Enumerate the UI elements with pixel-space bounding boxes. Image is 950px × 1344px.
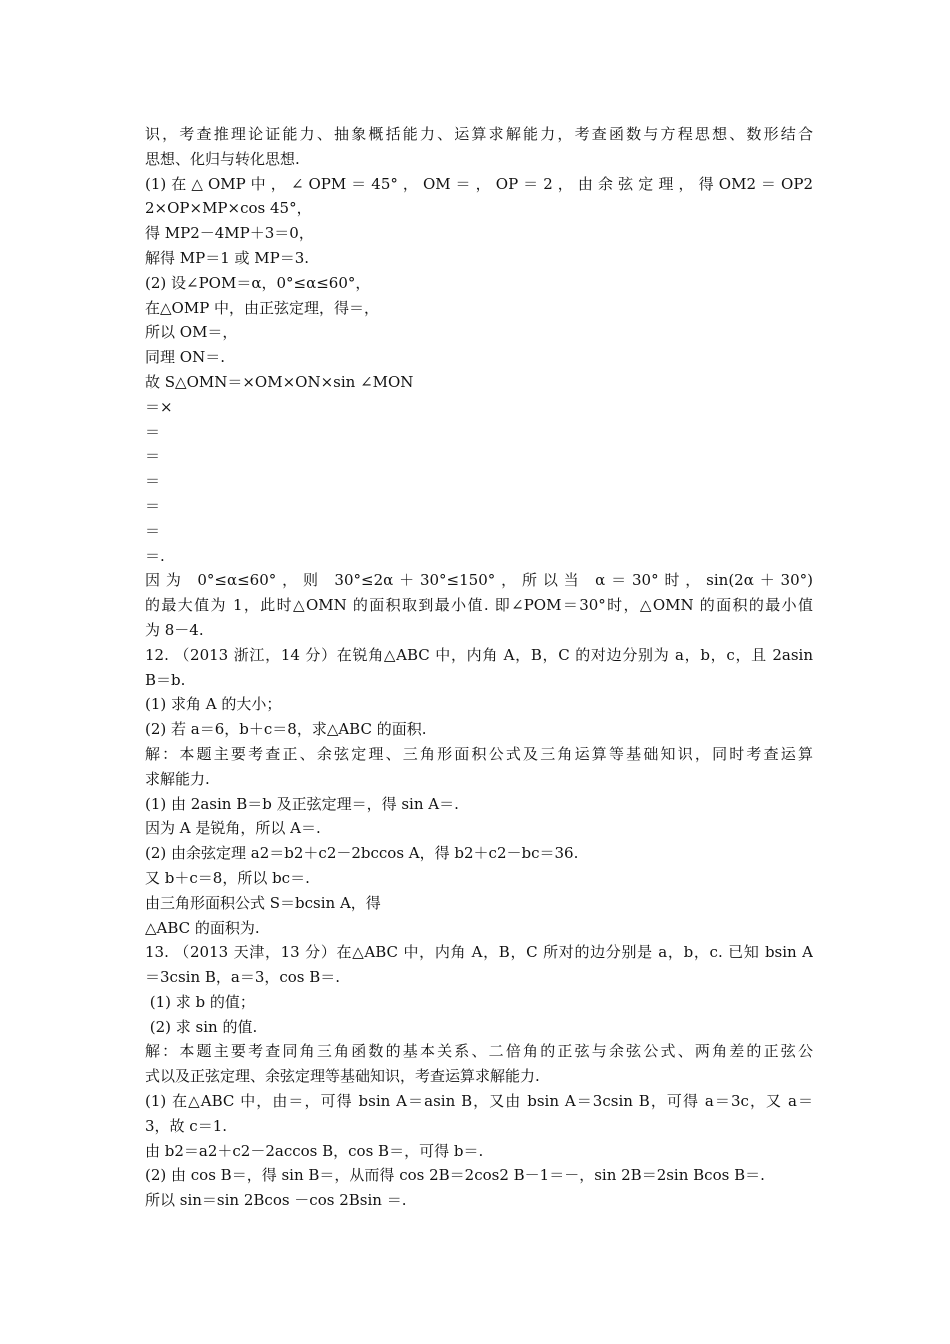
text-line: 解得 MP＝1 或 MP＝3. — [145, 248, 310, 267]
text-line: 2×OP×MP×cos 45°， — [145, 199, 312, 218]
text-line: 为 8－4. — [145, 620, 204, 639]
text-line: (2) 由 cos B＝，得 sin B＝，从而得 cos 2B＝2cos2 B－1＝－，sin 2B＝2sin Bcos B＝. — [145, 1166, 765, 1185]
text-line: (2) 求 sin 的值. — [145, 1017, 258, 1036]
text-line: 解：本题主要考查同角三角函数的基本关系、二倍角的正弦与余弦公式、两角差的正弦公 — [145, 1042, 813, 1061]
text-line: ＝× — [145, 397, 173, 416]
problem-12-heading: 12. （2013 浙江，14 分）在锐角△ABC 中，内角 A，B，C 的对边分别为 a，b，c，且 2asin — [145, 645, 813, 664]
text-line: (1) 求角 A 的大小； — [145, 695, 282, 714]
text-line: (2) 设∠POM＝α，0°≤α≤60°， — [145, 273, 371, 292]
text-line: 在△OMP 中，由正弦定理，得＝， — [145, 298, 380, 317]
text-line: ＝ — [145, 496, 161, 515]
text-line: 由三角形面积公式 S＝bcsin A，得 — [145, 893, 381, 912]
text-line: 由 b2＝a2＋c2－2accos B，cos B＝，可得 b＝. — [145, 1141, 484, 1160]
text-line: 求解能力. — [145, 769, 210, 788]
text-line: ＝ — [145, 447, 161, 466]
problem-13-heading: 13. （2013 天津，13 分）在△ABC 中，内角 A，B，C 所对的边分别是 a，b，c. 已知 bsin A — [145, 943, 813, 962]
text-line: 3，故 c＝1. — [145, 1116, 228, 1135]
text-line: 得 MP2－4MP＋3＝0， — [145, 224, 314, 243]
text-line: 式以及正弦定理、余弦定理等基础知识，考查运算求解能力. — [145, 1067, 540, 1086]
text-line: 故 S△OMN＝×OM×ON×sin ∠MON — [145, 372, 414, 391]
text-line: △ABC 的面积为. — [145, 918, 260, 937]
text-line: (1) 求 b 的值； — [145, 992, 255, 1011]
text-line: B＝b. — [145, 670, 186, 689]
text-line: (1) 在△ABC 中，由＝，可得 bsin A＝asin B，又由 bsin A＝3csin B，可得 a＝3c，又 a＝ — [145, 1092, 813, 1111]
text-line: (1) 由 2asin B＝b 及正弦定理＝，得 sin A＝. — [145, 794, 459, 813]
text-line: 因为 A 是锐角，所以 A＝. — [145, 819, 321, 838]
text-line: 所以 OM＝， — [145, 323, 238, 342]
text-line: 又 b＋c＝8，所以 bc＝. — [145, 868, 310, 887]
document-page — [145, 122, 813, 1213]
text-line: 解：本题主要考查正、余弦定理、三角形面积公式及三角运算等基础知识，同时考查运算 — [145, 744, 813, 763]
text-line: 同理 ON＝. — [145, 348, 225, 367]
text-line: 思想、化归与转化思想. — [145, 149, 300, 168]
text-line: ＝3csin B，a＝3，cos B＝. — [145, 968, 341, 987]
text-line: 识，考查推理论证能力、抽象概括能力、运算求解能力，考查函数与方程思想、数形结合 — [145, 125, 813, 143]
text-line: (1) 在 △ OMP 中 ， ∠ OPM ＝ 45° ， OM ＝ ， OP ＝ 2 ， 由 余 弦 定 理 ， 得 OM2 ＝ OP2 — [145, 174, 813, 193]
text-line: ＝ — [145, 422, 161, 441]
text-line: ＝. — [145, 546, 165, 565]
text-line: (2) 若 a＝6，b＋c＝8，求△ABC 的面积. — [145, 720, 427, 739]
text-line: ＝ — [145, 521, 161, 540]
text-line: 因为 0°≤α≤60°，则 30°≤2α＋30°≤150°，所以当 α＝30°时，sin(2α＋30°) — [145, 571, 813, 590]
text-line: 所以 sin＝sin 2Bcos －cos 2Bsin ＝. — [145, 1191, 407, 1210]
text-line: ＝ — [145, 472, 161, 491]
text-line: (2) 由余弦定理 a2＝b2＋c2－2bccos A，得 b2＋c2－bc＝36. — [145, 844, 579, 863]
text-line: 的最大值为 1，此时△OMN 的面积取到最小值. 即∠POM＝30°时，△OMN 的面积的最小值 — [145, 596, 813, 615]
